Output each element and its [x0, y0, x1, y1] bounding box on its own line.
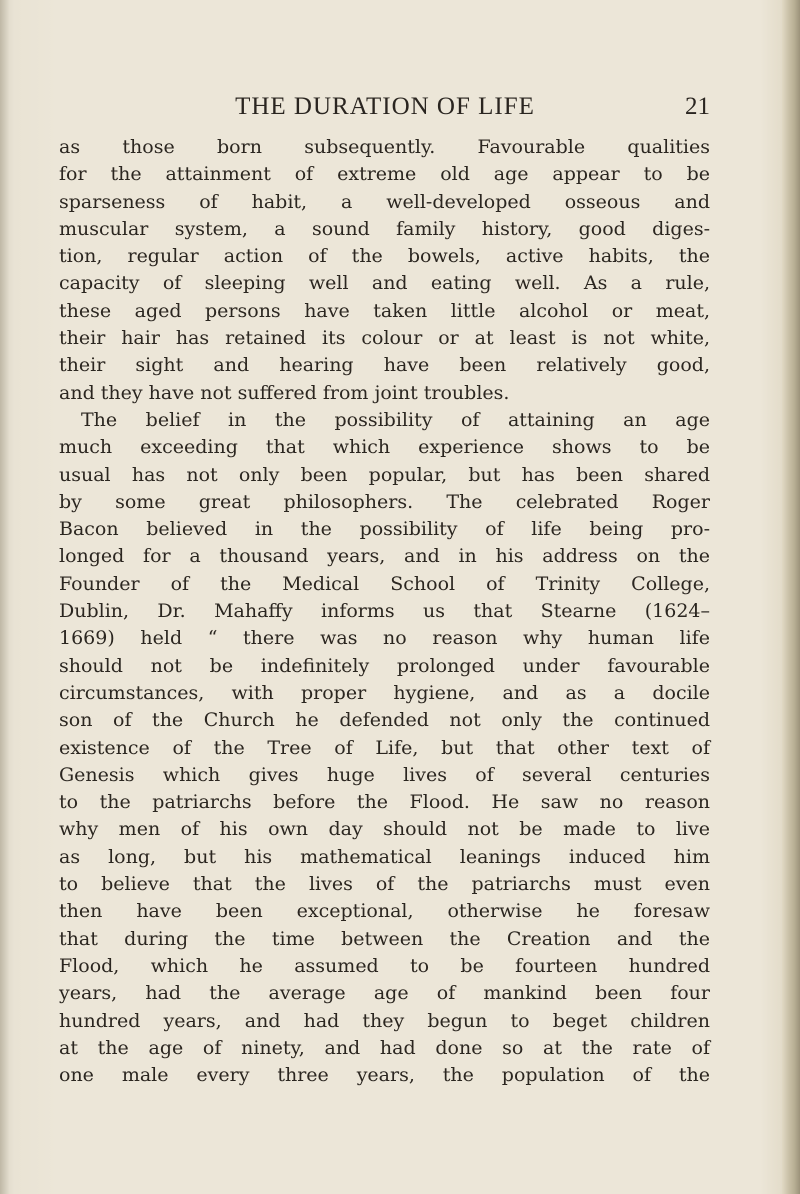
text-line: as long, but his mathematical leanings induced him — [59, 845, 710, 868]
text-line: to believe that the lives of the patriarchs must even — [59, 873, 710, 896]
text-line: longed for a thousand years, and in his address on the — [59, 545, 710, 568]
text-line: hundred years, and had they begun to beget children — [59, 1009, 710, 1032]
text-line: that during the time between the Creation and the — [59, 927, 710, 950]
text-line: at the age of ninety, and had done so at the rate of — [59, 1036, 710, 1059]
text-line: capacity of sleeping well and eating well. As a rule, — [59, 272, 710, 295]
text-line: tion, regular action of the bowels, active habits, the — [59, 245, 710, 268]
text-line: to the patriarchs before the Flood. He saw no reason — [59, 791, 710, 814]
text-line: usual has not only been popular, but has been shared — [59, 463, 710, 486]
text-line: their sight and hearing have been relatively good, — [59, 354, 710, 377]
paragraph-start-line: The belief in the possibility of attaining an age — [81, 408, 710, 431]
text-line: why men of his own day should not be made to live — [59, 818, 710, 841]
paragraph-end-line: and they have not suffered from joint troubles. — [59, 381, 510, 404]
text-line: Founder of the Medical School of Trinity College, — [59, 572, 710, 595]
text-line: for the attainment of extreme old age appear to be — [59, 163, 710, 186]
text-line: by some great philosophers. The celebrated Roger — [59, 490, 710, 513]
text-line: then have been exceptional, otherwise he foresaw — [59, 900, 710, 923]
text-line: much exceeding that which experience shows to be — [59, 436, 710, 459]
text-line: these aged persons have taken little alcohol or meat, — [59, 299, 710, 322]
text-line: circumstances, with proper hygiene, and as a docile — [59, 681, 710, 704]
text-line: existence of the Tree of Life, but that other text of — [59, 736, 710, 759]
running-head — [60, 90, 710, 124]
text-line: 1669) held “ there was no reason why human life — [59, 627, 710, 650]
text-line: Dublin, Dr. Mahaffy informs us that Stearne (1624– — [59, 600, 710, 623]
text-line: their hair has retained its colour or at least is not white, — [59, 327, 710, 350]
text-line: son of the Church he defended not only the continued — [59, 709, 710, 732]
text-line: one male every three years, the population of the — [59, 1064, 710, 1087]
body-text — [59, 134, 710, 1089]
text-line: years, had the average age of mankind been four — [59, 982, 710, 1005]
text-line: sparseness of habit, a well-developed osseous and — [59, 190, 710, 213]
page-number: 21 — [685, 93, 710, 120]
text-line: Genesis which gives huge lives of several centuries — [59, 763, 710, 786]
running-head-title: THE DURATION OF LIFE — [235, 93, 535, 120]
text-line: Flood, which he assumed to be fourteen hundred — [59, 954, 710, 977]
page-gutter-shadow — [0, 0, 10, 1194]
text-line: should not be indefinitely prolonged under favourable — [59, 654, 710, 677]
text-line: Bacon believed in the possibility of life being pro- — [59, 518, 710, 541]
text-line: muscular system, a sound family history, good diges- — [59, 217, 710, 240]
page-fore-edge — [782, 0, 800, 1194]
text-line: as those born subsequently. Favourable qualities — [59, 136, 710, 158]
